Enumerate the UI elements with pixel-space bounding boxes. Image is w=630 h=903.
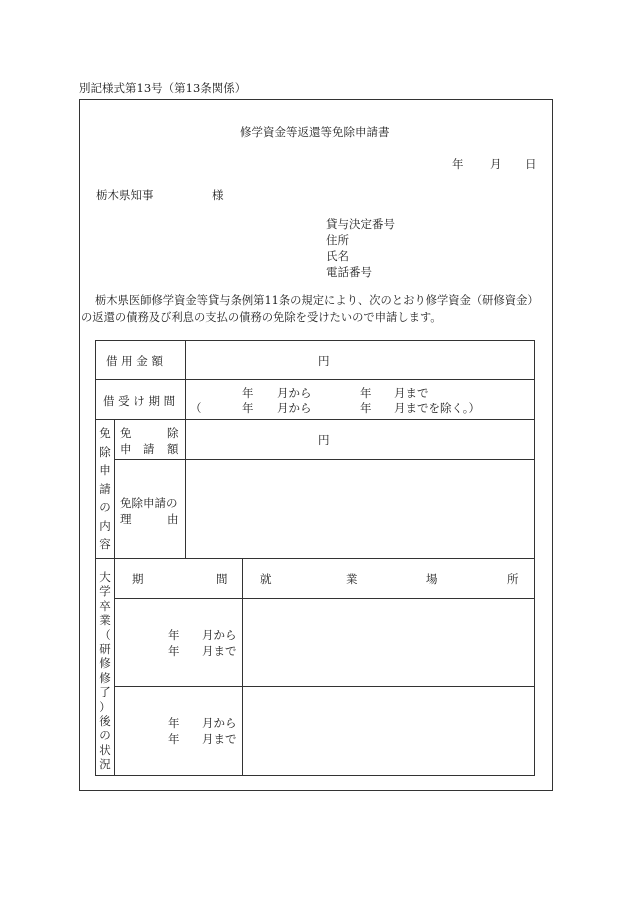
loan-amount-label: 借 用 金 額 (106, 354, 163, 368)
name-label: 氏名 (326, 249, 349, 263)
address-label: 住所 (326, 233, 349, 247)
body-text-line2: の返還の債務及び利息の支払の債務の免除を受けたいので申請します。 (81, 311, 442, 324)
form-title: 修学資金等返還等免除申請書 (240, 125, 390, 139)
exemption-amount-yen: 円 (318, 433, 330, 447)
date-day: 日 (525, 157, 537, 171)
date-month: 月 (490, 157, 502, 171)
exemption-section-label: 免 除 申 請 の 内 容 (99, 426, 111, 551)
loan-decision-number-label: 貸与決定番号 (326, 217, 395, 231)
phone-label: 電話番号 (326, 265, 372, 279)
date-year: 年 (452, 157, 464, 171)
after-graduation-label: 大 学 卒 業 （ 研 修 修 了 ） 後 の 状 況 (99, 570, 111, 772)
addressee-name: 栃木県知事 (96, 188, 154, 202)
application-table: 借 用 金 額 円 借 受 け 期 間 年 月から 年 月まで （ 年 月から 年 月までを除く。） 免 除 申 請 の 内 容 免 除 申 請 額 円 免除申請の 理 由 大 学 卒 業 （ 研 修 修 了 ） 後 の 状 況 期 間 就 業 場 所 年 月から 年 月まで 年 月から 年 月まで (95, 340, 535, 776)
form-number-label: 別記様式第13号（第13条関係） (79, 81, 247, 95)
addressee-honorific: 様 (212, 188, 224, 202)
loan-period-label: 借 受 け 期 間 (103, 394, 176, 408)
body-text-line1: 栃木県医師修学資金等貸与条例第11条の規定により、次のとおり修学資金（研修資金） (95, 294, 539, 307)
loan-amount-yen: 円 (318, 354, 330, 368)
